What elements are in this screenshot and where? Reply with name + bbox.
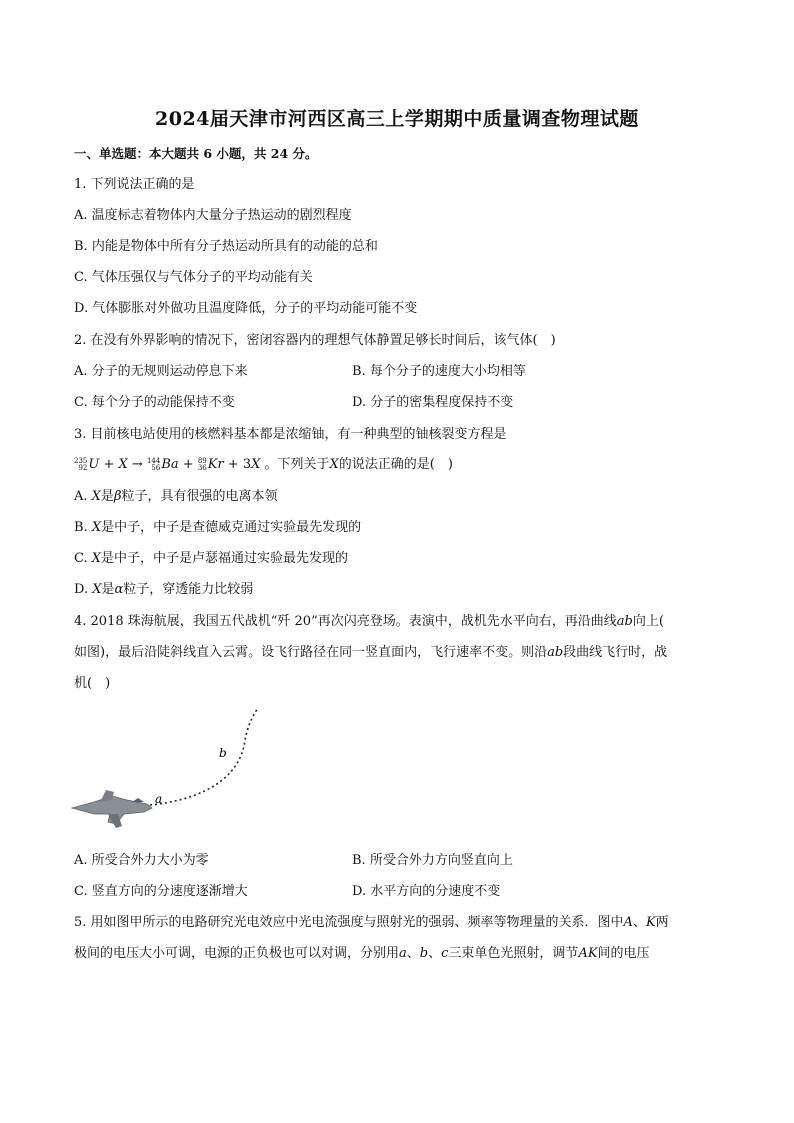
q1-option-d: D. 气体膨胀对外做功且温度降低，分子的平均动能可能不变 <box>74 301 418 316</box>
page-title: 2024届天津市河西区高三上学期期中质量调查物理试题 <box>155 108 639 130</box>
kr-isotope: 89 36 <box>197 457 207 472</box>
q1-stem: 1. 下列说法正确的是 <box>74 177 195 192</box>
q3-equation: 235 92U + X → 144 56Ba + 89 36Kr + 3X 。下列关于X的说法正确的是( ) <box>74 457 453 472</box>
path-label-b: b <box>219 746 227 760</box>
q4-line-3: 机( ) <box>74 676 111 691</box>
q5-line-1: 5. 用如图甲所示的电路研究光电效应中光电流强度与照射光的强弱、频率等物理量的关系．图中A、K两 <box>74 915 669 930</box>
q2-option-d: D. 分子的密集程度保持不变 <box>352 395 514 410</box>
ba-isotope: 144 56 <box>146 457 161 472</box>
q3-option-a: A. X是β粒子，具有很强的电离本领 <box>74 489 278 504</box>
q3-stem: 3. 目前核电站使用的核燃料基本都是浓缩铀，有一种典型的铀核裂变方程是 <box>74 427 507 442</box>
u-isotope: 235 92 <box>74 457 88 472</box>
q4-line-2: 如图)，最后沿陡斜线直入云霄。设飞行路径在同一竖直面内，飞行速率不变。则沿ab段曲线飞行时，战 <box>74 645 668 660</box>
q4-option-c: C. 竖直方向的分速度逐渐增大 <box>74 884 248 899</box>
flight-path-diagram <box>70 700 280 840</box>
q4-option-a: A. 所受合外力大小为零 <box>74 853 209 868</box>
q2-option-a: A. 分子的无规则运动停息下来 <box>74 364 248 379</box>
q2-option-c: C. 每个分子的动能保持不变 <box>74 395 235 410</box>
section-heading: 一、单选题：本大题共 6 小题，共 24 分。 <box>74 146 318 161</box>
q1-option-b: B. 内能是物体中所有分子热运动所具有的动能的总和 <box>74 239 378 254</box>
q2-option-b: B. 每个分子的速度大小均相等 <box>352 364 526 379</box>
q1-option-a: A. 温度标志着物体内大量分子热运动的剧烈程度 <box>74 208 352 223</box>
fighter-jet-icon <box>72 790 152 828</box>
q4-option-b: B. 所受合外力方向竖直向上 <box>352 853 513 868</box>
q3-option-b: B. X是中子，中子是查德威克通过实验最先发现的 <box>74 520 362 535</box>
q4-figure <box>70 700 280 840</box>
q4-option-d: D. 水平方向的分速度不变 <box>352 884 501 899</box>
q4-line-1: 4. 2018 珠海航展，我国五代战机“歼 20”再次闪亮登场。表演中，战机先水平向右，再沿曲线ab向上( <box>74 614 664 629</box>
flight-path-curve <box>150 708 258 805</box>
q3-option-c: C. X是中子，中子是卢瑟福通过实验最先发现的 <box>74 551 349 566</box>
q5-line-2: 极间的电压大小可调，电源的正负极也可以对调，分别用a、b、c三束单色光照射，调节AK间的电压 <box>74 946 650 961</box>
q2-stem: 2. 在没有外界影响的情况下，密闭容器内的理想气体静置足够长时间后，该气体( ) <box>74 333 556 348</box>
q1-option-c: C. 气体压强仅与气体分子的平均动能有关 <box>74 270 313 285</box>
q3-option-d: D. X是α粒子，穿透能力比较弱 <box>74 582 254 597</box>
path-label-a: a <box>155 792 163 806</box>
